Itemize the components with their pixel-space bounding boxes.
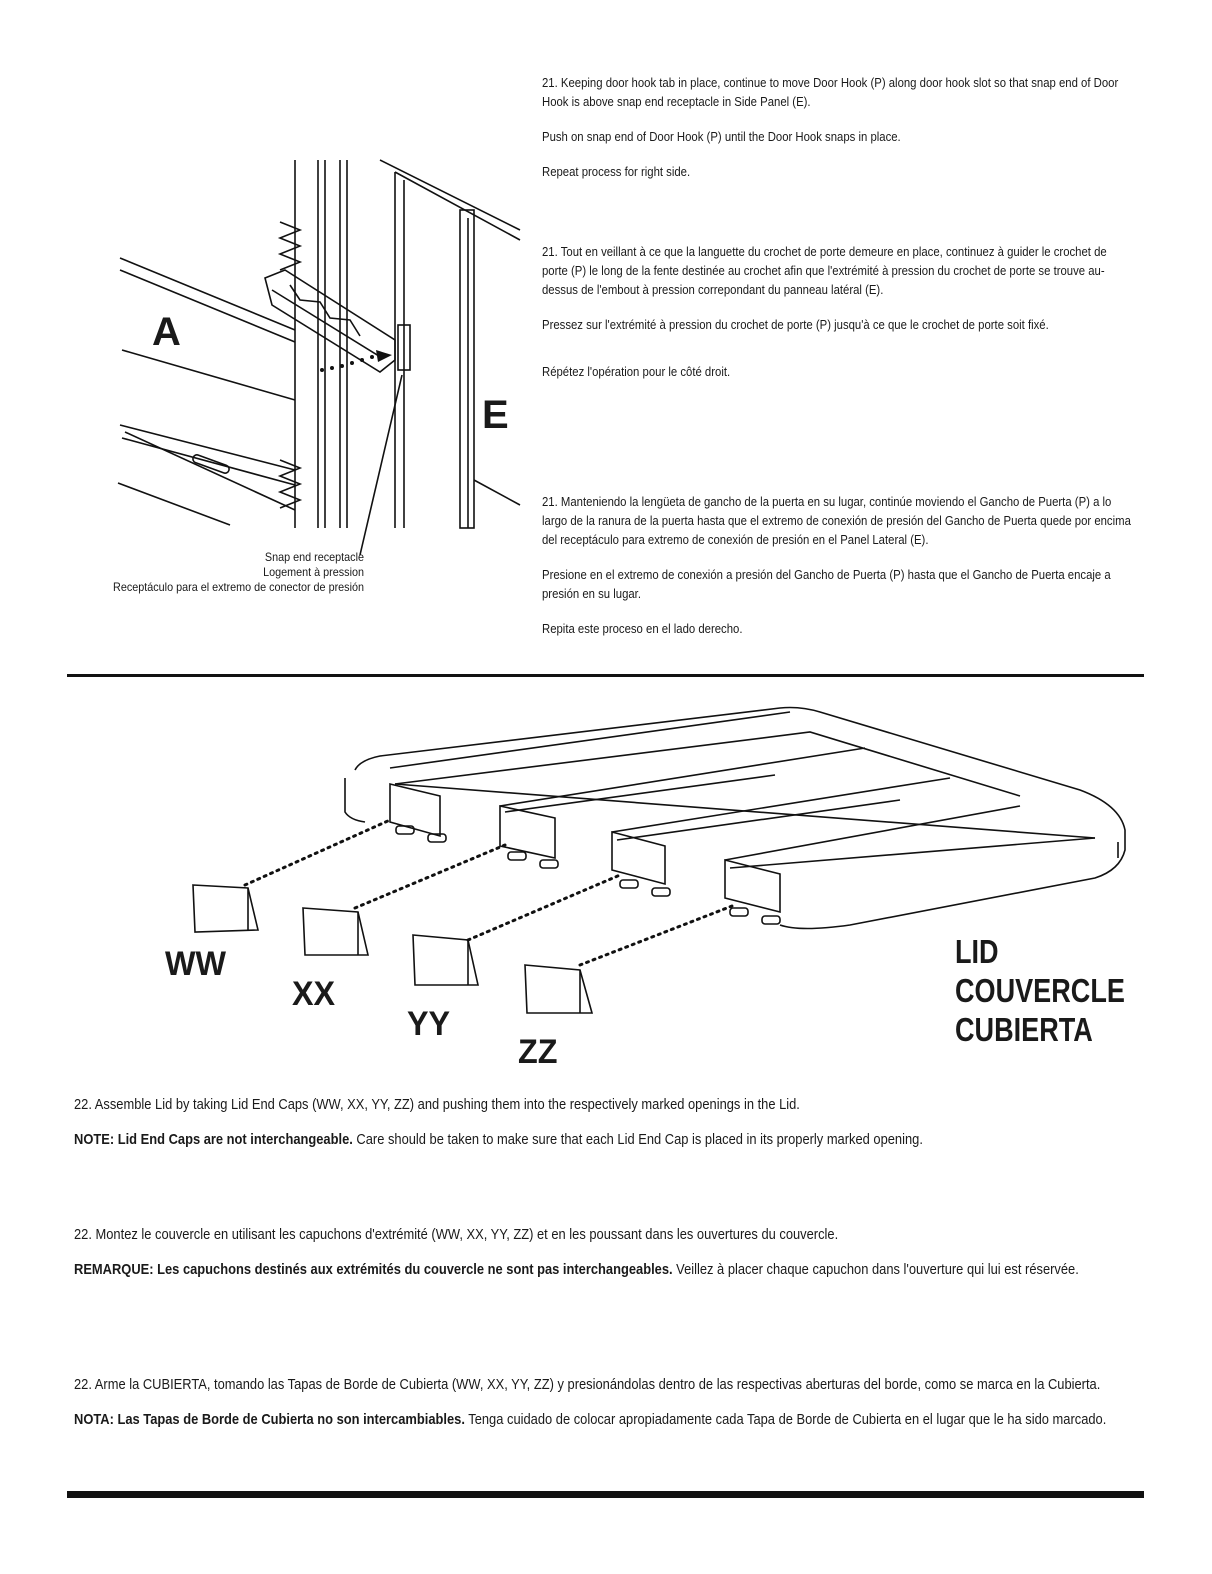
lid-label-es: CUBIERTA (955, 1011, 1093, 1048)
step21-fr-p3: Répétez l'opération pour le côté droit. (542, 364, 731, 379)
cap-xx-label: XX (292, 975, 336, 1013)
lid-labels (955, 932, 1162, 1049)
step22-es-note (74, 1410, 1149, 1430)
label-a: A (152, 310, 181, 354)
step22-en-note (74, 1130, 1149, 1150)
step22-fr-note-text: Veillez à placer chaque capuchon dans l'ouverture qui lui est réservée. (672, 1261, 1079, 1278)
cap-yy-label: YY (407, 1005, 451, 1043)
cap-ww-label: WW (165, 945, 226, 983)
step22-es-note-label: NOTA: Las Tapas de Borde de Cubierta no son intercambiables. (74, 1411, 465, 1428)
step22-fr-note-label: REMARQUE: Les capuchons destinés aux extrémités du couvercle ne sont pas interchangeables. (74, 1261, 673, 1278)
step22-fr-p1: 22. Montez le couvercle en utilisant les capuchons d'extrémité (WW, XX, YY, ZZ) et en les poussant dans les ouvertures du couvercle. (74, 1226, 839, 1243)
step21-es-p3: Repita este proceso en el lado derecho. (542, 621, 743, 636)
step21-es-p1: 21. Manteniendo la lengüeta de gancho de la puerta en su lugar, continúe moviendo el Gancho de Puerta (P) a lo largo de la ranura de la puerta hasta que el extremo de conexión de presión del Gancho de Puerta quede por encima del receptáculo para extremo de conexión de presión en el Panel Lateral (E). (542, 494, 1131, 547)
label-e: E (482, 393, 509, 437)
step22-fr-note (74, 1260, 1149, 1280)
step21-en-p1: 21. Keeping door hook tab in place, continue to move Door Hook (P) along door hook slot so that snap end of Door Hook is above snap end receptacle in Side Panel (E). (542, 75, 1119, 109)
caption-es: Receptáculo para el extremo de conector de presión (113, 580, 364, 594)
step22-en (74, 1095, 1212, 1150)
caption-en: Snap end receptacle (264, 550, 364, 564)
step22-en-p1: 22. Assemble Lid by taking Lid End Caps (WW, XX, YY, ZZ) and pushing them into the respectively marked openings in the Lid. (74, 1096, 800, 1113)
lid-label-fr: COUVERCLE (955, 972, 1125, 1009)
step22-es-p1: 22. Arme la CUBIERTA, tomando las Tapas de Borde de Cubierta (WW, XX, YY, ZZ) y presionándolas dentro de las respectivas aberturas del borde, como se marca en la Cubierta. (74, 1376, 1101, 1393)
step21-es-p2: Presione en el extremo de conexión a presión del Gancho de Puerta (P) hasta que el Gancho de Puerta encaje a presión en su lugar. (542, 567, 1111, 601)
step21-en-p3: Repeat process for right side. (542, 164, 691, 179)
page-bottom-rule (67, 1491, 1144, 1498)
step22-fr (74, 1225, 1212, 1280)
caption-fr: Logement à pression (263, 565, 364, 579)
step22-en-note-label: NOTE: Lid End Caps are not interchangeable. (74, 1131, 353, 1148)
step21-en-p2: Push on snap end of Door Hook (P) until the Door Hook snaps in place. (542, 129, 901, 144)
step21-fr-p2: Pressez sur l'extrémité à pression du crochet de porte (P) jusqu'à ce que le crochet de porte soit fixé. (542, 317, 1049, 332)
cap-zz-label: ZZ (518, 1033, 558, 1071)
step22-es (74, 1375, 1212, 1430)
step22-en-note-text: Care should be taken to make sure that each Lid End Cap is placed in its properly marked opening. (352, 1131, 923, 1148)
lid-label-en: LID (955, 933, 999, 970)
step21-fr-p1: 21. Tout en veillant à ce que la languette du crochet de porte demeure en place, continuez à guider le crochet de porte (P) le long de la fente destinée au crochet afin que l'extrémité à pression du crochet de porte se trouve au-dessus de l'embout à pression correpondant du panneau latéral (E). (542, 244, 1107, 297)
step22-es-note-text: Tenga cuidado de colocar apropiadamente cada Tapa de Borde de Cubierta en el lugar que le ha sido marcado. (464, 1411, 1107, 1428)
